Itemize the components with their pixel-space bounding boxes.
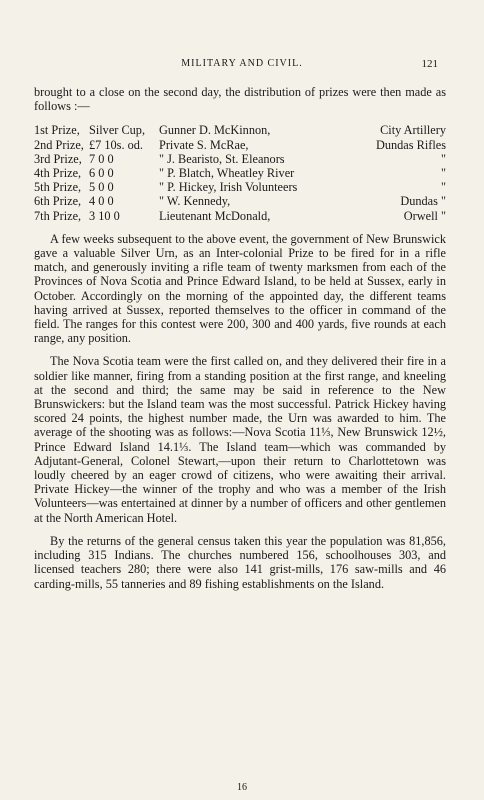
page-number: 121 [421,58,438,70]
prize-place: 2nd Prize, [34,137,84,152]
prize-winner: Gunner D. McKinnon, [159,123,271,138]
prize-place: 1st Prize, [34,123,80,138]
running-head-title: MILITARY AND CIVIL. [181,58,303,69]
prize-row [34,166,446,180]
prize-unit: Orwell " [403,208,446,223]
prize-row [34,194,446,208]
prize-winner: Lieutenant McDonald, [159,208,271,223]
census-paragraph: By the returns of the general census taken this year the population was 81,856, including 315 Indians. The churches numbered 156, schoolhouses 303, and licensed teachers 280; there were also 141 grist-mills, 176 saw-mills and 46 carding-mills, 55 tanneries and 89 fishing establishments on the Island. [34,533,446,591]
signature-mark: 16 [237,782,247,793]
prize-row [34,180,446,194]
prize-unit: Dundas Rifles [375,137,446,152]
prize-amount: 6 0 0 [89,166,114,181]
prize-winner: " W. Kennedy, [159,194,231,209]
prize-amount: Silver Cup, [89,123,146,138]
prize-place: 6th Prize, [34,194,82,209]
prize-winner: " P. Hickey, Irish Volunteers [159,180,298,195]
prize-list [34,123,446,222]
prize-row [34,123,446,137]
prize-row [34,152,446,166]
prize-place: 5th Prize, [34,180,82,195]
prize-winner: " J. Bearisto, St. Eleanors [159,151,285,166]
prize-amount: 3 10 0 [89,208,120,223]
prize-row [34,209,446,223]
prize-winner: Private S. McRae, [159,137,249,152]
prize-row [34,138,446,152]
prize-place: 7th Prize, [34,208,82,223]
prize-amount: 4 0 0 [89,194,114,209]
prize-unit: Dundas " [400,194,446,209]
page-body [34,85,446,591]
prize-place: 4th Prize, [34,166,82,181]
prize-amount: £7 10s. od. [89,137,143,152]
prize-amount: 7 0 0 [89,151,114,166]
prize-unit: " [440,180,446,195]
urn-match-paragraph: A few weeks subsequent to the above event, the government of New Brunswick gave a valuable Silver Urn, as an Inter-colonial Prize to be fired for in a rifle match, and generously inviting a rifle team of twenty marksmen from each of the Provinces of Nova Scotia and Prince Edward Island, to be held at Sussex, early in October. Accordingly on the morning of the appointed day, the different teams having arrived at Sussex, reported themselves to the officer in command of the field. The ranges for this contest were 200, 300 and 400 yards, five rounds at each range, any position. [34,231,446,346]
prize-unit: " [440,151,446,166]
prize-amount: 5 0 0 [89,180,114,195]
intro-paragraph: brought to a close on the second day, the distribution of prizes were then made as follows :— [34,85,446,114]
running-head [0,58,484,74]
prize-unit: City Artillery [380,123,446,138]
prize-winner: " P. Blatch, Wheatley River [159,166,295,181]
prize-place: 3rd Prize, [34,151,82,166]
match-result-paragraph: The Nova Scotia team were the first called on, and they delivered their fire in a soldier like manner, firing from a standing position at the first range, and kneeling at the second and third; the same may be said in reference to the New Brunswickers: but the Island team was the most successful. Patrick Hickey having scored 24 points, the highest number made, the Urn was awarded to him. The average of the shooting was as follows:—Nova Scotia 11⅓, New Brunswick 12½, Prince Edward Island 14.1⅓. The Island team—which was commanded by Adjutant-General, Colonel Stewart,—upon their return to Charlottetown was loudly cheered by an eager crowd of citizens, who were awaiting their arrival. Private Hickey—the winner of the trophy and who was a member of the Irish Volunteers—was entertained at dinner by a number of officers and other gentlemen at the North American Hotel. [34,354,446,525]
prize-unit: " [440,166,446,181]
